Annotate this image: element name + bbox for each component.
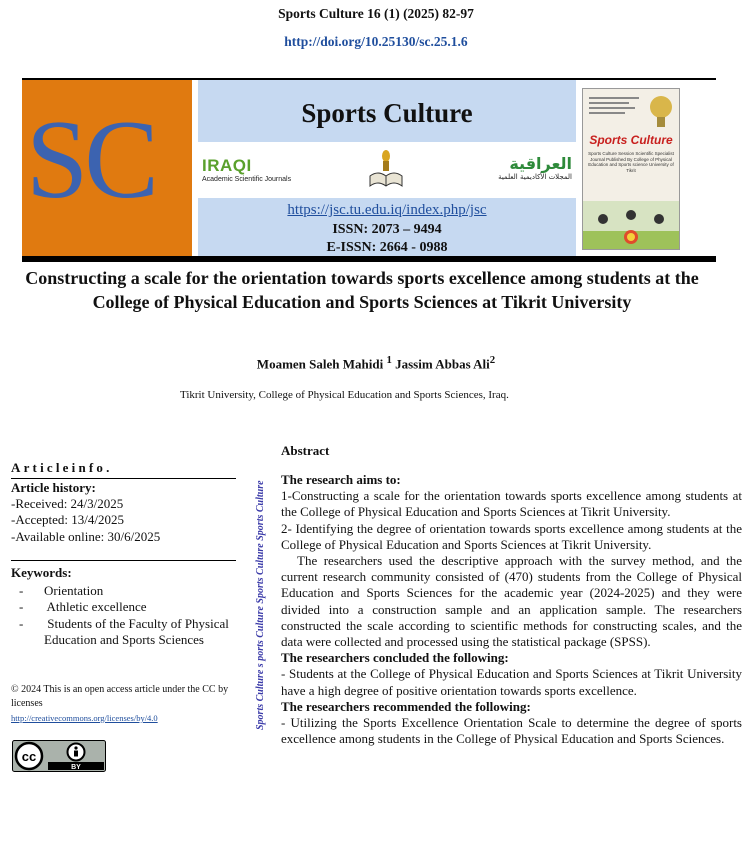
available-online-date: -Available online: 30/6/2025 [11, 528, 161, 544]
keywords-list [11, 583, 236, 648]
keyword-item: - Orientation [19, 583, 104, 599]
keyword-text: Students of the Faculty of Physical Education and Sports Sciences [44, 615, 233, 647]
conclusion-paragraph: - Students at the College of Physical Education and Sports Sciences at Tikrit University have a high degree of positive orientation towards sports excellence. [281, 666, 742, 698]
arabic-logo-word: العراقية [509, 154, 572, 173]
cc-by-badge[interactable] [12, 740, 106, 777]
by-label: BY [71, 764, 81, 771]
sc-logo-text: SC [26, 98, 155, 222]
accepted-date: -Accepted: 13/4/2025 [11, 512, 124, 528]
banner-bottom-rule [22, 256, 716, 262]
journal-info-panel [198, 80, 576, 256]
concluded-heading: The researchers concluded the following: [281, 650, 509, 666]
recommended-heading: The researchers recommended the following: [281, 698, 531, 714]
arabic-logo-subtitle: المجلات الأكاديمية العلمية [498, 173, 572, 181]
cover-artwork [583, 201, 679, 249]
arabic-journals-logo [498, 154, 572, 181]
cover-subtitle: Sports Culture Session Scientific Specialist Journal Published By College of Physical Education and Sports science University of Tikrit [588, 151, 674, 173]
author-1-affiliation-mark: 1 [386, 354, 392, 366]
affiliation: Tikrit University, College of Physical Education and Sports Sciences, Iraq. [180, 389, 509, 401]
keyword-text: Athletic excellence [44, 599, 147, 615]
abstract-heading: Abstract [281, 443, 330, 458]
paper-title: Constructing a scale for the orientation towards sports excellence among students at the College of Physical Education and Sports Sciences at Tikrit University [25, 268, 699, 313]
iraqi-journals-logo [202, 156, 291, 183]
keywords-section [11, 565, 236, 648]
license-link[interactable]: http://creativecommons.org/licenses/by/4.0 [11, 713, 158, 723]
eissn: E-ISSN: 2664 - 0988 [326, 240, 448, 255]
journal-name: Sports Culture [301, 98, 473, 128]
author-1-name: Moamen Saleh Mahidi [256, 356, 384, 372]
journal-reference: Sports Culture 16 (1) (2025) 82-97 [278, 6, 474, 21]
keyword-item: - Students of the Faculty of Physical Education and Sports Sciences [11, 616, 236, 648]
issn: ISSN: 2073 – 9494 [332, 222, 442, 237]
received-date: -Received: 24/3/2025 [11, 496, 124, 512]
keyword-item: - Athletic excellence [19, 599, 147, 615]
aim-2: 2- Identifying the degree of orientation towards sports excellence among students at the College of Physical Education and Sports Sciences at Tikrit University. [281, 520, 742, 552]
article-history-heading: Article history: [11, 480, 96, 495]
vertical-watermark-label: Sports Culture s ports Culture Sports Culture Sports Culture [255, 480, 266, 730]
journal-website-link[interactable]: https://jsc.tu.edu.iq/index.php/jsc [287, 202, 487, 218]
sc-logo-panel [22, 80, 192, 256]
recommendation-paragraph: - Utilizing the Sports Excellence Orientation Scale to determine the degree of sports excellence among students in the College of Physical Education and Sports Sciences. [281, 715, 742, 747]
license-notice [11, 683, 236, 725]
iraqi-logo-subtitle: Academic Scientific Journals [202, 176, 292, 183]
authors-line [0, 354, 752, 372]
abstract-body [281, 472, 742, 747]
cover-title: Sports Culture [589, 133, 673, 147]
article-info-heading: Articleinfo. [11, 460, 236, 479]
book-lamp-icon [368, 148, 404, 197]
iraqi-logo-word: IRAQI [202, 156, 252, 175]
doi-link[interactable]: http://doi.org/10.25130/sc.25.1.6 [284, 34, 468, 49]
indexing-logos-strip [198, 142, 576, 198]
method-paragraph: The researchers used the descriptive approach with the survey method, and the current research community consisted of (470) students from the College of Physical Education and Sports Sciences for the academic year (2024-2025) and they were divided into a construction sample and an application sample. The researchers constructed the scale according to scientific methods for constructing scales, and the data were collected and processed using the statistical package (SPSS). [281, 553, 742, 650]
keyword-text: Orientation [44, 583, 104, 599]
journal-banner [22, 78, 716, 264]
cc-label: cc [21, 749, 37, 764]
article-history [11, 480, 236, 545]
license-text: © 2024 This is an open access article under the CC by licenses [11, 684, 229, 709]
keywords-heading: Keywords: [11, 565, 72, 580]
journal-cover-thumbnail [582, 88, 680, 250]
author-2-name: Jassim Abbas Ali [395, 356, 490, 372]
author-2-affiliation-mark: 2 [489, 354, 496, 366]
aim-1: 1-Constructing a scale for the orientation towards sports excellence among students at the College of Physical Education and Sports Sciences at Tikrit University. [281, 488, 742, 520]
section-divider [11, 560, 236, 561]
aims-heading: The research aims to: [281, 472, 401, 487]
vertical-watermark-text [253, 480, 267, 730]
